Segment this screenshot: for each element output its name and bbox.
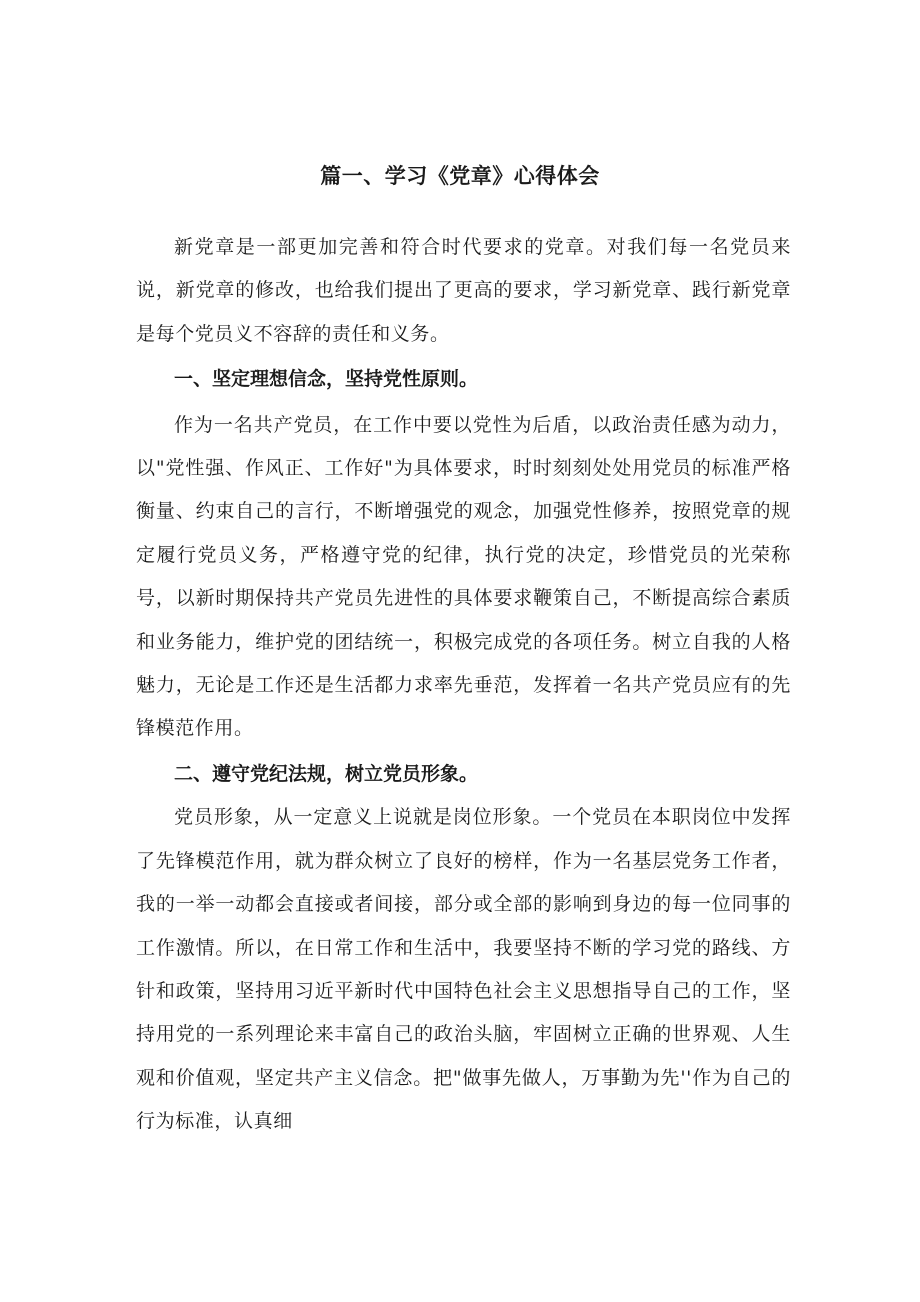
intro-paragraph: 新党章是一部更加完善和符合时代要求的党章。对我们每一名党员来说，新党章的修改，也给我们提出了更高的要求，学习新党章、践行新党章是每个党员义不容辞的责任和义务。 — [136, 236, 791, 345]
document-title: 篇一、学习《党章》心得体会 — [320, 164, 600, 188]
document-body — [136, 226, 791, 1144]
section-1-paragraph: 作为一名共产党员，在工作中要以党性为后盾，以政治责任感为动力，以"党性强、作风正、工作好"为具体要求，时时刻刻处处用党员的标准严格衡量、约束自己的言行，不断增强党的观念，加强党性修养，按照党章的规定履行党员义务，严格遵守党的纪律，执行党的决定，珍惜党员的光荣称号，以新时期保持共产党员先进性的具体要求鞭策自己，不断提高综合素质和业务能力，维护党的团结统一，积极完成党的各项任务。树立自我的人格魅力，无论是工作还是生活都力求率先垂范，发挥着一名共产党员应有的先锋模范作用。 — [136, 413, 791, 740]
section-2-heading: 二、遵守党纪法规，树立党员形象。 — [174, 762, 479, 785]
section-1-heading: 一、坚定理想信念，坚持党性原则。 — [174, 368, 479, 391]
section-2-paragraph: 党员形象，从一定意义上说就是岗位形象。一个党员在本职岗位中发挥了先锋模范作用，就为群众树立了良好的榜样，作为一名基层党务工作者，我的一举一动都会直接或者间接，部分或全部的影响到身边的每一位同事的工作激情。所以，在日常工作和生活中，我要坚持不断的学习党的路线、方针和政策，坚持用习近平新时代中国特色社会主义思想指导自己的工作，坚持用党的一系列理论来丰富自己的政治头脑，牢固树立正确的世界观、人生观和价值观，坚定共产主义信念。把"做事先做人，万事勤为先''作为自己的行为标准，认真细 — [136, 806, 791, 1133]
